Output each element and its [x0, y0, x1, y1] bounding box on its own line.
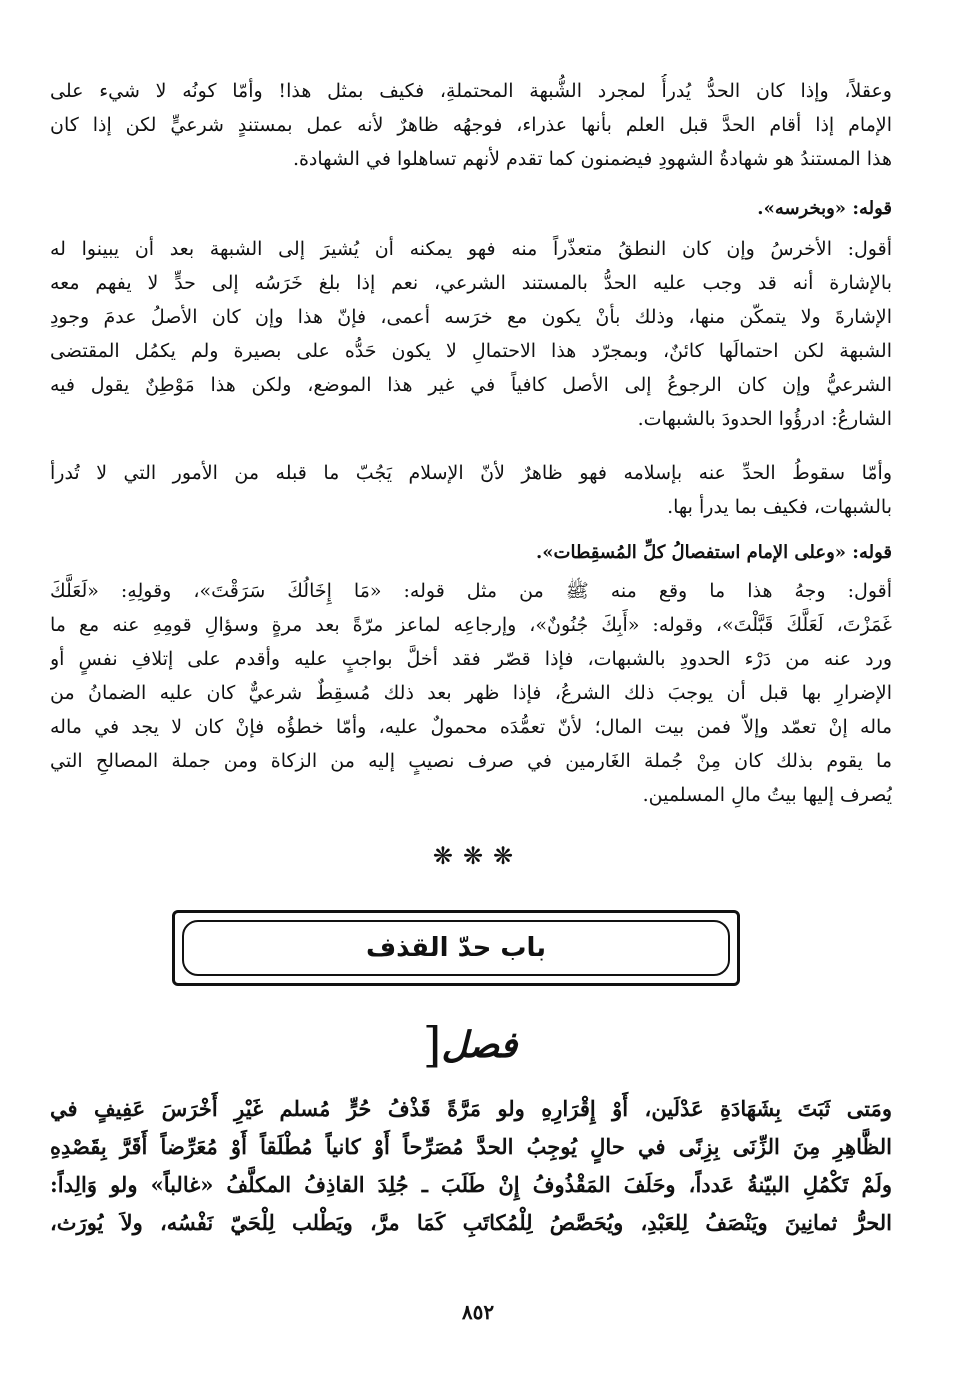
qawl-text: قوله: «وبخرسه».: [757, 198, 892, 219]
qawl-heading-1: [50, 192, 892, 226]
text-line: الشبهة لكن احتمالَها كائنٌ، وبمجرّد هذا الاحتمالِ لا يكون حَدُّه على بصيرة ولم يكمُل المقتضى: [50, 340, 892, 362]
matn-line: الظَّاهِرِ مِنَ الزِّنَى بِزِنًى في حالٍ يُوجِبُ الحدَّ مُصَرِّحاً أَوْ كانياً مُطْلَقاً أَوْ مُعَرِّضاً أَقَرَّ بِقَصْدِهِ: [50, 1134, 892, 1159]
matn-paragraph: [50, 1090, 892, 1242]
chapter-title-inner-frame: [182, 920, 730, 976]
chapter-title: باب حدّ القذف: [365, 933, 547, 963]
text-line: وأمّا سقوطُ الحدِّ عنه بإسلامه فهو ظاهرٌ لأنّ الإسلام يَجُبّ ما قبله من الأمور التي لا تُدرأ: [50, 462, 892, 484]
commentary-paragraph-3: [50, 456, 892, 524]
text-line: ماله إنْ تعمّد وإلاّ فمن بيت المال؛ لأنّ تعمُّدَه محمولٌ عليه، وأمّا خطؤُه فإنْ كان لا يجد في ماله: [50, 716, 892, 738]
text-line: بالشبهات، فكيف بما يدرأ بها.: [667, 496, 892, 518]
text-line: الإشارةَ ولا يتمكّن منها، وذلك بأنْ يكون مع خرَسه أعمى، فإنّ هذا وإن كان الأصلُ عدمَ وجودِ: [50, 306, 892, 328]
text-line: الشارعُ: ادرؤُوا الحدودَ بالشبهات.: [637, 408, 892, 430]
bracket-icon: [: [422, 1017, 442, 1073]
matn-line: الحرُّ ثمانِينَ ويَنْصَفُ لِلعَبْدِ، ويُحَصَّصُ لِلْمُكاتَبِ كَمَا مرَّ، ويَطْلب لِلْحَيّ نَفْسُه، ولاَ يُورَث،: [50, 1210, 892, 1235]
matn-line: ولَمْ تَكْمُلِ البيّنةُ عَدداً، وحَلَفَ المَقْذُوفُ إِنْ طَلَبَ ـ جُلِدَ القاذِفُ المكلَّفُ «غالباً» ولو وَالِداً:: [50, 1172, 892, 1197]
text-line: الإضرارِ بها قبل أن يوجبَ ذلك الشرعُ، فإذا ظهر بعد ذلك مُسقِطٌ شرعيٌّ كان عليه الضمانُ من: [50, 682, 892, 704]
section-label-text: فصل: [441, 1024, 518, 1066]
matn-line: ومَتى ثَبَتَ بِشَهَادَةِ عَدْلَين، أَوْ إِقْرَارِهِ ولو مَرَّةً قَذْفُ حُرٍّ مُسلم غَيْرِ أَخْرَسَ عَفِيفٍ في: [50, 1096, 892, 1121]
text-line: أقول: وجهُ هذا ما وقع منه ﷺ من مثل قوله: «مَا إِخَالُكَ سَرَقْتَ»، وقولِهِ: «لَعَلَّكَ: [50, 580, 892, 602]
section-label: [420, 1010, 520, 1080]
qawl-text: قوله: «وعلى الإمام استفصالُ كلِّ المُسقِطات».: [536, 542, 892, 563]
section-separator: ❋❋❋: [432, 842, 524, 870]
commentary-paragraph-1: [50, 74, 892, 176]
qawl-heading-2: [50, 536, 892, 570]
commentary-paragraph-4: [50, 574, 892, 812]
text-line: بالإشارة أنه قد وجب عليه الحدُّ بالمستند الشرعي، نعم إذا بلغ خَرَسُه إلى حدٍّ لا يفهم معه: [50, 272, 892, 294]
chapter-title-frame: [172, 910, 740, 986]
text-line: ورد عنه من دَرْء الحدودِ بالشبهات، فإذا قصّر فقد أخلَّ بواجبٍ عليه وأقدم على إتلافِ نفسٍ أو: [50, 648, 892, 670]
text-line: الإمام إذا أقام الحدَّ قبل العلم بأنها عذراء، فوجهُه ظاهرٌ لأنه عمل بمستندٍ شرعيٍّ لكن إذا كان: [50, 114, 892, 136]
page-number: ٨٥٢: [461, 1300, 495, 1324]
text-line: الشرعيُّ وإن كان الرجوعُ إلى الأصل كافياً في غير هذا الموضع، ولكن هذا مَوْطِنٌ يقول فيه: [50, 374, 892, 396]
text-line: ما يقوم بذلك كان مِنْ جُملة الغَارمين في صرف نصيبٍ إليه من الزكاة ومن جملة المصالحِ التي: [50, 750, 892, 772]
text-line: وعقلاً، وإذا كان الحدُّ يُدرأُ لمجرد الشُّبهة المحتملةِ، فكيف بمثل هذا! وأمّا كونُه لا شيء على: [50, 80, 892, 102]
text-line: يُصرف إليها بيتُ مالِ المسلمين.: [642, 784, 892, 806]
text-line: أقول: الأخرسُ وإن كان النطقُ متعذّراً منه فهو يمكنه أن يُشيرَ إلى الشبهة بعد أن يبينوا له: [50, 238, 892, 260]
text-line: هذا المستندُ هو شهادةُ الشهودِ فيضمنون كما تقدم لأنهم تساهلوا في الشهادة.: [292, 148, 892, 170]
text-line: غَمَزْتَ، لَعَلَّكَ قَبَّلْتَ»، وقوله: «أَبِكَ جُنُونٌ»، وإرجاعِه لماعز مرّةً بعد مرةٍ وسؤالِ قومِهِ عنه مع ما: [50, 614, 892, 636]
commentary-paragraph-2: [50, 232, 892, 436]
